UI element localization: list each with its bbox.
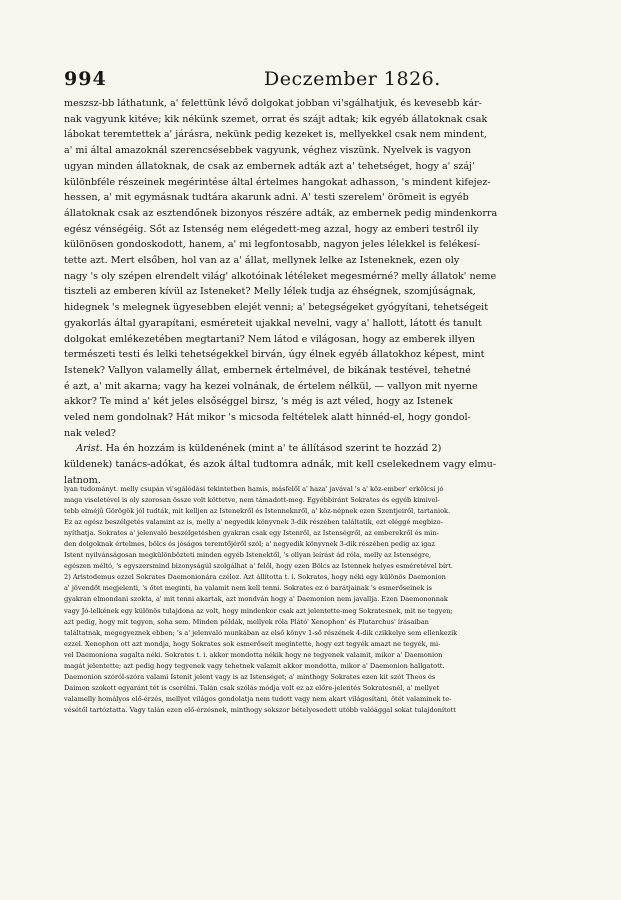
footnote-line: lyan tudományt. melly csupán vi'sgálódási tekintetben hamis, másfelől a' haza' javával 's a' köz-ember' erkölcsi jó xyxy=(64,485,444,493)
text-line: dolgokat emlékezetében megtartani? Nem látod e világosan, hogy az emberek illyen xyxy=(64,333,476,345)
footnote-line: vel Daemoniona sugalta néki. Sokrates t. i. akkor mondotta nékik hogy ne tegyenek valamit, mikor a' Daemonion xyxy=(64,650,443,659)
text-line: küldenek) tanács-adókat, és azok által tudtomra adnák, mit kell cselekednem vagy elmu- xyxy=(64,459,497,471)
text-line: állatoknak csak az esztendőnek bizonyos részére adták, az embernek pedig mindenkorra xyxy=(64,207,498,219)
text-line: a' mi által amazoknál szerencsésebbek vagyunk, véghez viszünk. Nyelvek is vagyon xyxy=(64,145,471,157)
text-line: természeti testi és lelki tehetségekkel birván, úgy élnek egyéb állatokhoz képest, mint xyxy=(64,349,485,361)
text-line: hidegnek 's melegnek ügyesebben elejét venni; a' betegségeket gyógyítani, tehetségeit xyxy=(64,302,489,314)
footnote-line: találtatnak, megegyeznek ebben; 's a' jelenvaló munkában az első könyv 1-ső részének 4-dik czikkelye sem ellenkezik xyxy=(64,628,458,637)
speaker-label: Arist. xyxy=(76,443,103,455)
text-line: ugyan minden állatoknak, de csak az embernek adták azt a' tehetséget, hogy a' száj' xyxy=(64,160,475,172)
footnote-line: 2) Aristodemus ezzel Sokrates Daemonionára czéloz. Azt állította t. i. Sokrates, hogy néki egy különös Daemonion xyxy=(64,573,446,582)
footnote-line: azt pedig, hogy mit tegyen, soha sem. Minden példák, mellyek róla Plátó' Xenophon' és Plutarchus' írásaiban xyxy=(64,617,429,626)
footnote-line: Daimon szokott egyaránt tét is cserélni. Talán csak szólás módja volt ez az előre-jelentés Sokratesnél, a' mellyet xyxy=(64,683,440,692)
text-line: latnom. xyxy=(64,474,101,486)
footnote-line: vésétől tartóztatta. Vagy talán ezen elő-érzésnek, minthogy sokszor bételyesedett utóbb valóággal sokat tulajdonított xyxy=(64,705,456,714)
page-number: 994 xyxy=(64,68,107,90)
dialogue-paragraph xyxy=(64,441,560,488)
footnote-line: valamelly homályos elő-érzés, mellyet világos gondolatja nem tudott vagy nem akart világosítani, ötét valaminek te- xyxy=(64,694,452,703)
text-line: különbféle részeinek megérintése által értelmes hangokat adhasson, 's mindent kifejez- xyxy=(64,176,491,188)
footnote-line: gyakran elmondani szokta, a' mit tenni akartak, azt mondván hogy a' Daemonion nem javallja. Ezen Daemononnak xyxy=(64,595,448,604)
footnote-line: vagy Jó-lelkének egy különös tulajdona az volt, hogy mindenkor csak azt jelentette-meg Sokratesnek, mit ne tegyen; xyxy=(64,606,453,615)
text-line: nak vagyunk kitéve; kik nékünk szemet, orrat és szájt adtak; kik egyéb állatoknak csak xyxy=(64,113,488,125)
text-line: nak veled? xyxy=(64,427,116,439)
dialogue-text: Ha én hozzám is küldenének (mint a' te állításod szerint te hozzád 2) xyxy=(105,443,442,455)
text-line: nagy 's oly szépen elrendelt világ' alkotóinak létéleket megesmérné? melly állatok' neme xyxy=(64,270,497,282)
footnotes-block xyxy=(64,484,564,716)
text-line: gyakorlás által gyarapítani, esméreteit ujakkal nevelni, vagy a' hallott, látott és tanult xyxy=(64,317,482,329)
text-line: veled nem gondolnak? Hát mikor 's micsoda feltételek alatt hinnéd-el, hogy gondol- xyxy=(64,412,471,424)
text-line: tette azt. Mert elsőben, hol van az a' állat, mellynek lelke az Isteneknek, ezen oly xyxy=(64,255,460,267)
page-header xyxy=(64,68,560,92)
footnote-line: den dolgoknak értelmes, bölcs és jóságos teremtőjéről szól; a' negyedik könyvnek 3-dik részében pedig az igaz xyxy=(64,540,435,549)
footnote-line: Istent nyilvánságosan megkülönbözteti minden egyéb Istenektől, 's ollyan leírást ád róla, melly az Istenségre, xyxy=(64,551,432,560)
text-line: hessen, a' mit egymásnak tudtára akarunk adni. A' testi szerelem' örömeit is egyéb xyxy=(64,192,469,204)
footnote-line: magát jelentette; azt pedig hogy tegyenek vagy tehetnek valamit akkor mondotta, mikor a' Daemonion hallgatott. xyxy=(64,661,445,670)
footnote-line: Daemonion szóról-szóra valami Istenit jelent vagy is az Istenséget; a' minthogy Sokrates ezen kit szót Theos és xyxy=(64,672,436,681)
footnote-line: a' jövendőt megjelenti, 's őtet meginti, ha valamit nem kell tenni. Sokrates ez ó barátjainak 's esmerőseinek is xyxy=(64,584,432,593)
dialogue-line xyxy=(64,441,560,457)
main-text-block xyxy=(64,96,560,489)
main-paragraph xyxy=(64,96,560,441)
footnote-line: tebb elméjű Görögök jól tudták, mit kelljen az Istenekről és Istenneknről, a' köz-népnek ezen Szentjeiről, tartaniok. xyxy=(64,507,451,516)
footnote-line: Ez az egész beszélgetés valamint az is, melly a' negyedik könyvnek 3-dik részében találtatik, ezt eléggé megbizo- xyxy=(64,518,443,527)
footnote-line: ezzel. Xenophon ott azt mondja, hogy Sokrates sok esmerőseit megintette, hogy ezt tegyék amazt ne tegyék, mi- xyxy=(64,639,441,648)
footnote-line: nyíthatja. Sokrates a' jelenvaló beszélgetésben gyakran csak egy Istenről, az Istenségről, az emberekről és min- xyxy=(64,529,439,538)
text-line: egész vénségéig. Sőt az Istenség nem elégedett-meg azzal, hogy az emberi testről ily xyxy=(64,223,479,235)
text-line: akkor? Te mind a' két jeles elsőséggel birsz, 's még is azt véled, hogy az Istenek xyxy=(64,396,453,408)
footnote-line: egészen méltó, 's egyszersmind bizonyságúl szolgálhat a' felől, hogy ezen Bölcs az Istennek helyes esméretével bírt. xyxy=(64,562,453,571)
footnote-line: maga viseletével is oly szorosan össze volt köttetve, nem támadott-meg. Egyébbiránt Sokrates és egyéb kimivel- xyxy=(64,496,440,505)
text-line: különösen gondoskodott, hanem, a' mi legfontosabb, nagyon jeles lélekkel is felékesí- xyxy=(64,239,480,251)
text-line: meszsz-bb láthatunk, a' felettünk lévő dolgokat jobban vi'sgálhatjuk, és kevesebb kár- xyxy=(64,98,482,109)
text-line: lábokat teremtettek a' járásra, nekünk pedig kezeket is, mellyekkel csak nem mindent, xyxy=(64,129,487,141)
text-line: Istenek? Vallyon valamelly állat, embernek értelmével, de bikának testével, tehetné xyxy=(64,364,471,376)
text-line: é azt, a' mit akarna; vagy ha kezei volnának, de értelem nélkül, — vallyon mit nyerne xyxy=(64,380,478,392)
running-head-title: Deczember 1826. xyxy=(264,68,441,90)
text-line: tiszteli az emberen kívül az Isteneket? Melly lélek tudja az éhségnek, szomjúságnak, xyxy=(64,286,476,298)
